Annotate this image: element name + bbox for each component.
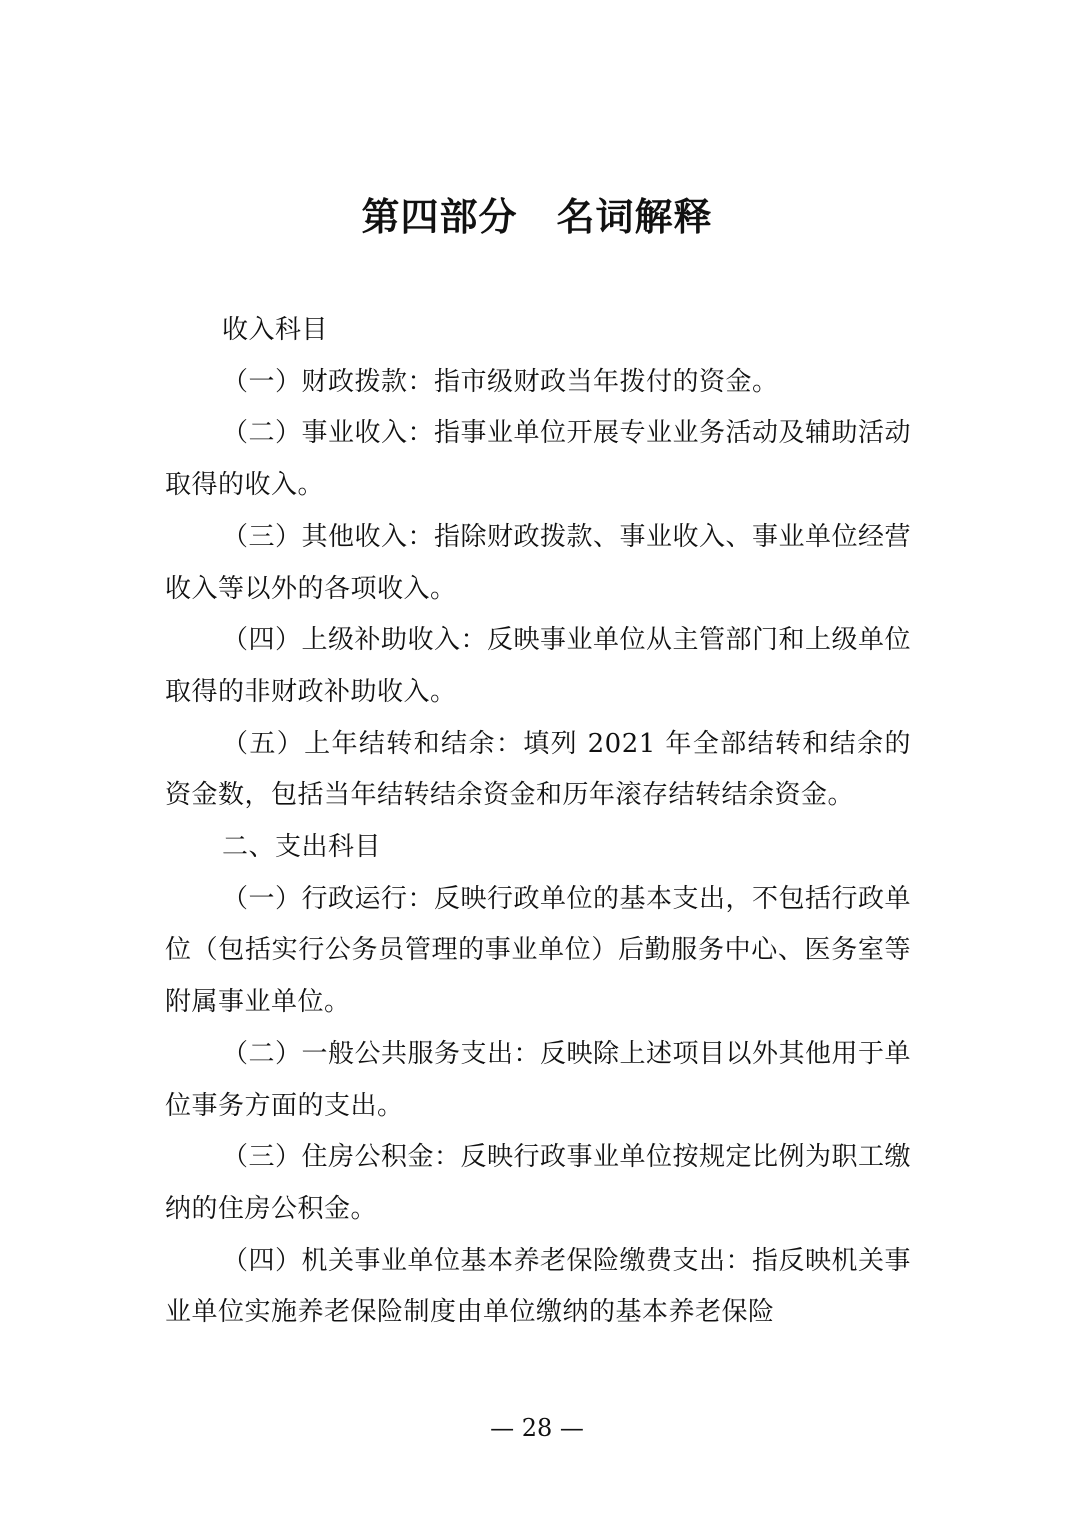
paragraph: （四）上级补助收入：反映事业单位从主管部门和上级单位取得的非财政补助收入。 <box>165 625 912 707</box>
section-heading-income: 收入科目 <box>222 315 329 345</box>
paragraph: （一）行政运行：反映行政单位的基本支出，不包括行政单位（包括实行公务员管理的事业单位）后勤服务中心、医务室等附属事业单位。 <box>165 883 912 1018</box>
page-number: — 28 — <box>490 1414 584 1442</box>
page-title: 第四部分 名词解释 <box>361 195 713 239</box>
paragraph: （五）上年结转和结余：填列 2021 年全部结转和结余的资金数，包括当年结转结余资金和历年滚存结转结余资金。 <box>165 728 911 811</box>
section-heading-expenditure: 二、支出科目 <box>222 832 382 863</box>
paragraph: （一）财政拨款：指市级财政当年拨付的资金。 <box>222 366 779 397</box>
paragraph: （二）一般公共服务支出：反映除上述项目以外其他用于单位事务方面的支出。 <box>165 1038 912 1121</box>
paragraph: （三）住房公积金：反映行政事业单位按规定比例为职工缴纳的住房公积金。 <box>165 1142 912 1224</box>
paragraph: （三）其他收入：指除财政拨款、事业收入、事业单位经营收入等以外的各项收入。 <box>165 521 912 604</box>
paragraph: （四）机关事业单位基本养老保险缴费支出：指反映机关事业单位实施养老保险制度由单位缴纳的基本养老保险 <box>165 1245 912 1328</box>
document-body <box>165 305 911 1339</box>
paragraph: （二）事业收入：指事业单位开展专业业务活动及辅助活动取得的收入。 <box>165 418 912 501</box>
